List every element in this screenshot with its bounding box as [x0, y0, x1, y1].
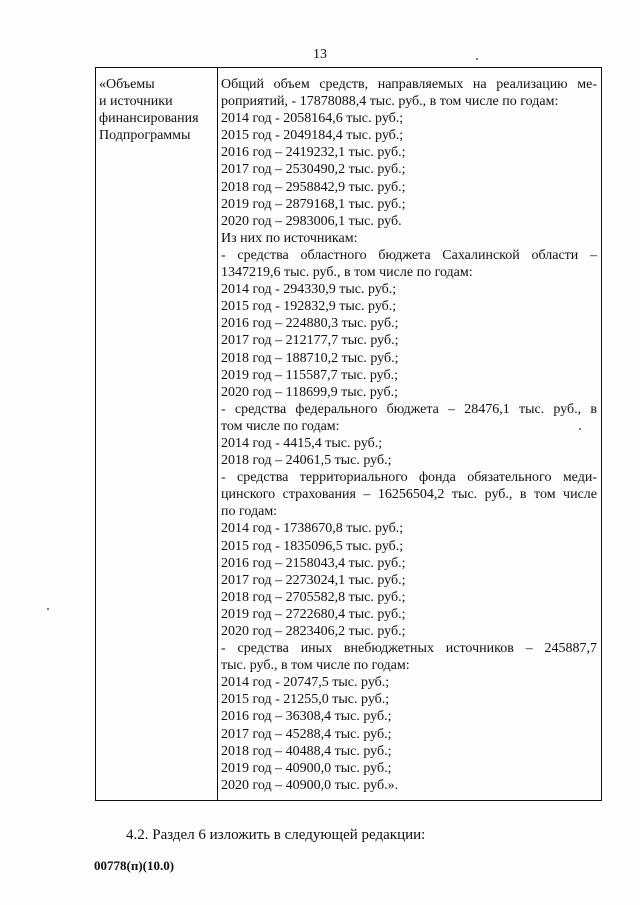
fund-head-line: по годам: [221, 504, 278, 520]
other-year-line: 2018 год – 40488,4 тыс. руб.; [221, 743, 392, 759]
label-line: и источники [99, 94, 173, 110]
intro-line: роприятий, - 17878088,4 тыс. руб., в том числе по годам: [221, 94, 559, 110]
total-year-line: 2014 год - 2058164,6 тыс. руб.; [221, 111, 404, 127]
sources-title: Из них по источникам: [221, 230, 358, 246]
other-year-line: 2015 год - 21255,0 тыс. руб.; [221, 692, 390, 708]
scan-speck [476, 58, 478, 60]
regional-year-line: 2019 год – 115587,7 тыс. руб.; [221, 367, 398, 383]
other-head-line: - средства иных внебюджетных источников – 245887,7 [221, 641, 597, 657]
fund-year-line: 2017 год – 2273024,1 тыс. руб.; [221, 572, 406, 588]
other-head-line: тыс. руб., в том числе по годам: [221, 658, 410, 674]
other-year-line: 2014 год - 20747,5 тыс. руб.; [221, 675, 390, 691]
scan-speck [579, 428, 581, 430]
regional-year-line: 2018 год – 188710,2 тыс. руб.; [221, 350, 399, 366]
total-year-line: 2016 год – 2419232,1 тыс. руб.; [221, 145, 406, 161]
fund-year-line: 2019 год – 2722680,4 тыс. руб.; [221, 606, 406, 622]
total-year-line: 2018 год – 2958842,9 тыс. руб.; [221, 179, 406, 195]
label-line: финансирования [99, 111, 199, 127]
fund-head-line: цинского страхования – 16256504,2 тыс. руб., в том числе [221, 487, 597, 503]
fund-year-line: 2018 год – 2705582,8 тыс. руб.; [221, 589, 406, 605]
funding-table [95, 67, 602, 801]
other-year-line: 2017 год – 45288,4 тыс. руб.; [221, 726, 392, 742]
regional-head-line: 1347219,6 тыс. руб., в том числе по годам: [221, 265, 473, 281]
fund-year-line: 2014 год - 1738670,8 тыс. руб.; [221, 521, 404, 537]
fund-year-line: 2020 год – 2823406,2 тыс. руб.; [221, 624, 406, 639]
federal-head-line: - средства федерального бюджета – 28476,1 тыс. руб., в [221, 401, 597, 417]
regional-year-line: 2016 год – 224880,3 тыс. руб.; [221, 316, 399, 332]
regional-year-line: 2015 год - 192832,9 тыс. руб.; [221, 299, 397, 315]
document-code: 00778(п)(10.0) [94, 858, 175, 873]
federal-year-line: 2018 год – 24061,5 тыс. руб.; [221, 453, 392, 469]
regional-head-line: - средства областного бюджета Сахалинской области – [221, 247, 597, 263]
regional-year-line: 2020 год – 118699,9 тыс. руб.; [221, 384, 398, 400]
intro-line: Общий объем средств, направляемых на реализацию ме- [221, 77, 597, 92]
other-year-line: 2020 год – 40900,0 тыс. руб.». [221, 777, 399, 793]
page-number: 13 [313, 47, 327, 62]
regional-year-line: 2014 год - 294330,9 тыс. руб.; [221, 282, 397, 298]
fund-year-line: 2015 год - 1835096,5 тыс. руб.; [221, 538, 404, 554]
federal-head-line: том числе по годам: [221, 418, 340, 434]
total-year-line: 2017 год – 2530490,2 тыс. руб.; [221, 162, 406, 178]
scan-speck [47, 608, 49, 610]
regional-year-line: 2017 год – 212177,7 тыс. руб.; [221, 333, 399, 349]
total-year-line: 2019 год – 2879168,1 тыс. руб.; [221, 196, 406, 212]
fund-head-line: - средства территориального фонда обязательного меди- [221, 470, 597, 486]
content-cell [218, 68, 602, 801]
section-instruction: 4.2. Раздел 6 изложить в следующей редакции: [126, 827, 426, 843]
federal-year-line: 2014 год - 4415,4 тыс. руб.; [221, 435, 383, 451]
other-year-line: 2016 год – 36308,4 тыс. руб.; [221, 709, 392, 725]
total-year-line: 2020 год – 2983006,1 тыс. руб. [221, 213, 402, 229]
fund-year-line: 2016 год – 2158043,4 тыс. руб.; [221, 555, 406, 571]
label-line: Подпрограммы [99, 128, 191, 144]
label-line: «Объемы [99, 77, 155, 92]
table-row [96, 68, 602, 801]
total-year-line: 2015 год - 2049184,4 тыс. руб.; [221, 128, 404, 144]
other-year-line: 2019 год – 40900,0 тыс. руб.; [221, 760, 392, 776]
label-cell [96, 68, 218, 801]
